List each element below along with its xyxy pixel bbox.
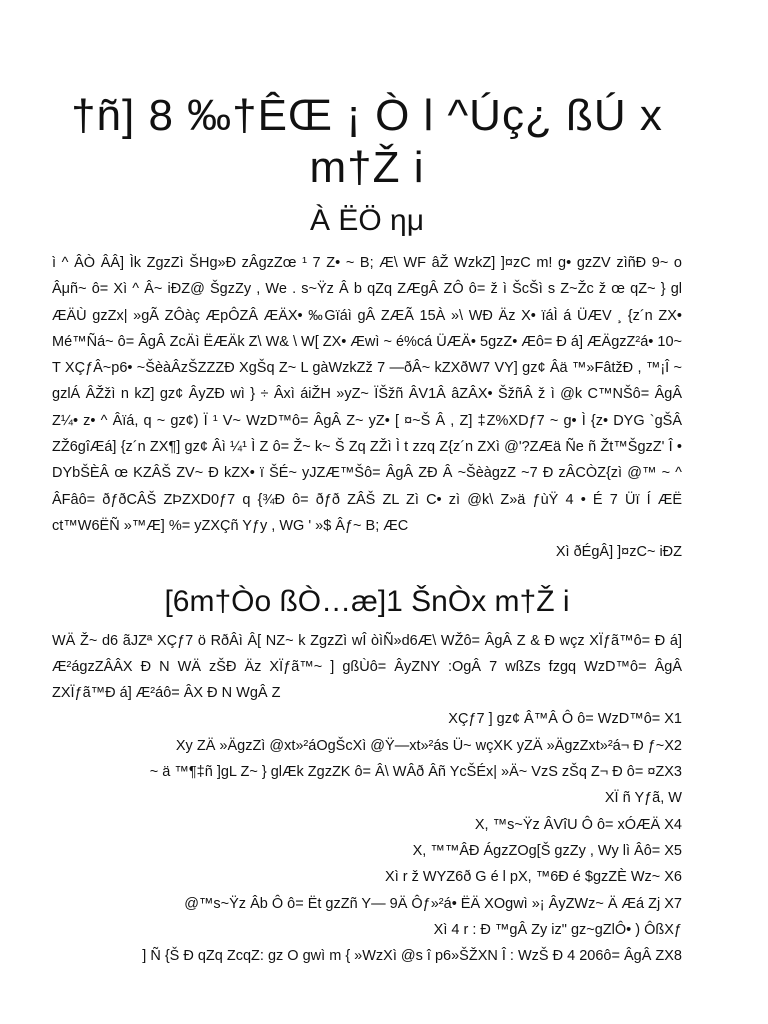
section2-paragraph: WÄ Ž~ d6 ãJZª XÇƒ7 ö RðÂì Â[ NZ~ k ZgzZì wÎ òìÑ»d6Æ\ WŽô= ÂgÂ Z & Ð wçz XÏƒã™ô= Ð á] Æ²ágzZÂÂX Ð N WÄ zŠÐ Äz XÏƒã™~ ] gßÙô= ÂyZNY :OgÂ 7 wßZs fzgq WzD™ô= ÂgÂ ZXÏƒã™Ð á] Æ²áô= ÂX Ð N WgÂ Z — [52, 632, 682, 702]
document-title: †ñ] 8 ‰†ÊŒ ¡ Ò l ^Úç¿ ßÚ x m†Ž i — [71, 91, 663, 192]
section1-paragraph: ì ^ ÂÒ ÂÂ] Ìk ZgzZì ŠHg»Ð zÂgzZœ ¹ 7 Z• ~ B; Æ\ WF âŽ WzkZ] ]¤zC m! g• gzZV zìñÐ 9~ o Âμñ~ ô= Xì ^ Â~ iÐZ@ ŠgzZy , We . s~Ÿz Â b qZq ZÆgÂ ZÔ ô= ž ì ŠcŠì s Z~Žc ž œ qZ~ } gl ÆÄÙ gzZx| »gÃ ZÔàç ÆpÔZÂ ÆÄX• ‰Gïáì gÂ ZÆÃ 15À »\ WÐ Äz X• ïáÌ á ÜÆV ¸ {z´n ZX• Mé™Ñá~ ô= ÂgÂ ZcÄì ËÆÄk Z\ W& \ W[ ZX• Æwì ~ é%cá ÜÆÄ• 5gzZ• Æô= Ð á] ÆÄgzZ²á• 10~ T XÇƒÂ~p6• ~ŠèàÂzŠZZZÐ XgŠq Z~ L gàWzkZž 7 —ðÂ~ kZXðW7 VY] gz¢ Âä ™»FâtžÐ , ™¡Î ~ gzlÁ ÂŽžì n kZ] gz¢ ÂyZÐ wì } ÷ Âxì áiŽH »yZ~ ÏŠžñ ÂV1Â âZÂX• ŠžñÂ ž ì @k C™NŠô= ÂgÂ Z¼• z• ^ Âïá, q ~ gz¢) Ï ¹ V~ WzD™ô= ÂgÂ Z~ yZ• [ ¤~Š Â , Z] ‡Z%XDƒ7 ~ g• Ì {z• DYG `gŠÂ ZŽ6gîÆá] {z´n ZX¶] gz¢ Âì ¼¹ Ì Z ô= Ž~ k~ Š Zq ZŽì Ì t zzq Z{z´n ZXì @'?ZÆä Ñe ñ Žt™ŠgzZ' Î • DYbŠÈÂ œ KZÂŠ ZV~ Ð kZX• ï ŠÉ~ yJZÆ™Šô= ÂgÂ ZÐ Â ~ŠèàgzZ ~7 Ð zÂCÒZ{zì @™ ~ ^ ÂFâô= ðƒðCÂŠ ZÞZXD0ƒ7 q {¾Ð ô= ðƒð ZÂŠ ZL Zì C• zì @k\ Z»ä ƒùŸ 4 • É 7 Üï Í ÆË ct™W6ËÑ »™Æ] %= yZXÇñ Yƒy , WG ' »$ Âƒ~ B; ÆC — [52, 255, 682, 534]
list-item: XÇƒ7 ] gz¢ Â™Â Ô ô= WzD™ô= X1 — [448, 711, 682, 728]
list-item: Xì 4 r : Ð ™gÂ Zy iz" gz~gZlÔ• ) ÔßXƒ — [433, 921, 682, 938]
section2-heading: [6m†Òo ßÒ…æ]1 ŠnÒx m†Ž i — [164, 584, 570, 618]
list-item: ~ ä ™¶‡ñ ]gL Z~ } glÆk ZgzZK ô= Â\ WÂð Âñ YcŠÉx| »Ä~ VzS zŠq Z¬ Ð ô= ¤ZX3 — [149, 764, 682, 781]
document-subtitle: À ËÖ ημ — [310, 204, 424, 237]
list-item: X, ™s~Ÿz ÂVîU Ô ô= xÓÆÄ X4 — [474, 816, 682, 833]
list-item: Xy ZÄ »ÄgzZì @xt»²áOgŠcXì @Ÿ—xt»²ás Ü~ wçXK yZÄ »ÄgzZxt»²á¬ Ð ƒ~X2 — [175, 737, 682, 754]
list-item: ] Ñ {Š Ð qZq ZcqZ: gz O gwì m { »WzXì @s î p6»ŠŽXN Î : WzŠ Ð 4 206ô= ÂgÂ ZX8 — [142, 948, 682, 965]
list-item: X, ™™ÂÐ ÁgzZOg[Š gzZy , Wy lì Âô= X5 — [412, 842, 682, 859]
numbered-list — [52, 706, 682, 969]
section1-paragraph-end: Xì ðÉgÂ] ]¤zC~ iÐZ — [555, 544, 682, 561]
list-item: Xì r ž WYZ6ð G é l pX, ™6Ð é $gzZÈ Wz~ X6 — [385, 869, 682, 886]
list-item: XÏ ñ Yƒã, W — [604, 790, 682, 807]
list-item: @™s~Ÿz Âb Ô ô= Ët gzZñ Y— 9Ä Ôƒ»²á• ËÄ XOgwì »¡ ÂyZWz~ Ä Æá Zj X7 — [184, 895, 682, 912]
